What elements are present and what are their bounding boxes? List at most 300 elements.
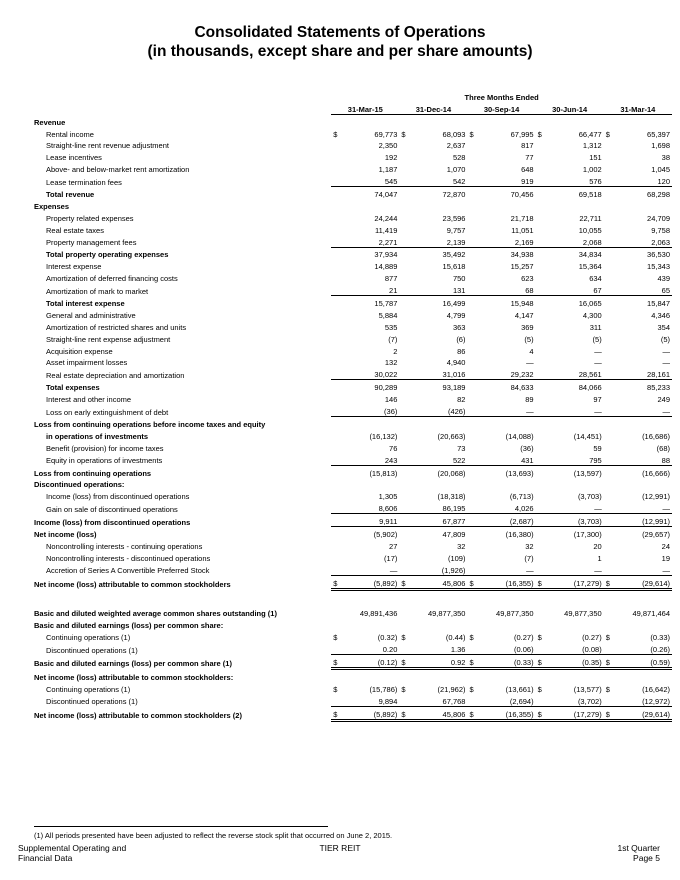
currency-symbol <box>604 174 616 186</box>
currency-symbol <box>536 114 548 126</box>
cell-value: 72,870 <box>442 190 466 200</box>
cell-value: 73 <box>457 443 466 453</box>
currency-symbol <box>399 453 411 465</box>
currency-symbol <box>536 308 548 320</box>
column-header: 31-Dec-14 <box>399 102 467 114</box>
currency-symbol <box>399 380 411 392</box>
currency-symbol <box>399 404 411 416</box>
currency-symbol <box>399 527 411 539</box>
cell-value: 35,492 <box>442 250 466 260</box>
currency-symbol: $ <box>604 655 616 669</box>
row-label: Discontinued operations (1) <box>46 697 138 707</box>
currency-symbol <box>467 618 479 630</box>
currency-symbol <box>536 501 548 513</box>
currency-symbol <box>604 514 616 527</box>
currency-symbol <box>399 211 411 223</box>
currency-symbol <box>536 332 548 344</box>
currency-symbol <box>467 223 479 235</box>
cell-value: — <box>594 358 602 368</box>
currency-symbol <box>604 211 616 223</box>
currency-symbol <box>467 259 479 271</box>
cell-value: 24,244 <box>374 213 398 223</box>
row-label: Property related expenses <box>46 213 134 223</box>
currency-symbol <box>331 380 343 392</box>
table-row <box>34 150 672 162</box>
currency-symbol <box>536 367 548 379</box>
currency-symbol <box>331 489 343 501</box>
table-row <box>34 320 672 332</box>
cell-value: 28,561 <box>548 367 604 379</box>
currency-symbol <box>467 694 479 706</box>
currency-symbol <box>536 417 548 429</box>
cell-value: 132 <box>384 358 398 368</box>
table-row <box>34 465 672 477</box>
currency-symbol <box>536 618 548 630</box>
cell-value: 919 <box>480 174 536 186</box>
currency-symbol: $ <box>399 706 411 720</box>
cell-value: 49,877,350 <box>564 609 602 619</box>
cell-value: (12,972) <box>616 694 672 706</box>
currency-symbol <box>467 417 479 429</box>
currency-symbol <box>604 308 616 320</box>
currency-symbol <box>604 199 616 211</box>
currency-symbol <box>331 296 343 308</box>
spacer <box>34 589 672 607</box>
cell-value: 10,055 <box>578 225 602 235</box>
cell-value <box>412 114 468 126</box>
cell-value: — <box>594 346 602 356</box>
table-row <box>34 630 672 642</box>
currency-symbol <box>467 392 479 404</box>
cell-value: (5,902) <box>373 529 398 539</box>
cell-value: 67 <box>548 283 604 295</box>
cell-value: (17,300) <box>573 529 602 539</box>
table-row <box>34 514 672 527</box>
currency-symbol <box>604 356 616 368</box>
currency-symbol <box>331 478 343 490</box>
cell-value: (0.27) <box>582 633 602 643</box>
currency-symbol <box>467 380 479 392</box>
currency-symbol <box>399 551 411 563</box>
cell-value: 90,289 <box>374 383 398 393</box>
cell-value: (2,694) <box>480 694 536 706</box>
table-row <box>34 575 672 589</box>
currency-symbol <box>604 367 616 379</box>
currency-symbol <box>331 223 343 235</box>
currency-symbol: $ <box>467 706 479 720</box>
currency-symbol: $ <box>537 129 542 139</box>
row-label: Real estate depreciation and amortization <box>46 370 185 380</box>
cell-value: 93,189 <box>442 383 466 393</box>
cell-value <box>548 199 604 211</box>
currency-symbol: $ <box>401 129 406 139</box>
cell-value <box>548 478 604 490</box>
table-row <box>34 199 672 211</box>
table-row <box>34 478 672 490</box>
currency-symbol <box>331 174 343 186</box>
table-row <box>34 429 672 441</box>
table-row <box>34 453 672 465</box>
currency-symbol <box>399 642 411 654</box>
cell-value: (6,713) <box>509 492 534 502</box>
currency-symbol <box>399 668 411 681</box>
statements-of-operations-table <box>34 90 672 722</box>
table-row <box>34 563 672 575</box>
currency-symbol <box>467 283 479 295</box>
table-row <box>34 187 672 199</box>
cell-value: 67,995 <box>510 129 534 139</box>
currency-symbol <box>604 296 616 308</box>
currency-symbol <box>399 308 411 320</box>
cell-value <box>344 478 400 490</box>
currency-symbol <box>467 465 479 477</box>
cell-value: (1,926) <box>412 563 468 575</box>
cell-value <box>616 417 672 429</box>
currency-symbol <box>604 453 616 465</box>
currency-symbol <box>467 296 479 308</box>
row-label: Interest and other income <box>46 395 132 405</box>
cell-value: 67,877 <box>412 514 468 527</box>
currency-symbol <box>604 618 616 630</box>
footer-right <box>617 843 660 863</box>
currency-symbol <box>604 607 616 619</box>
cell-value: — <box>526 358 534 368</box>
table-row <box>34 296 672 308</box>
currency-symbol <box>331 563 343 575</box>
column-header: 30-Jun-14 <box>536 102 604 114</box>
cell-value: (7) <box>524 553 534 563</box>
currency-symbol <box>467 344 479 356</box>
cell-value: (109) <box>447 553 466 563</box>
cell-value: 34,834 <box>578 250 602 260</box>
cell-value: 20 <box>593 541 602 551</box>
currency-symbol <box>331 642 343 654</box>
cell-value: 15,343 <box>647 262 670 272</box>
currency-symbol <box>604 162 616 174</box>
cell-value <box>344 199 400 211</box>
cell-value: 15,787 <box>374 299 398 309</box>
period-header: Three Months Ended <box>464 92 539 102</box>
row-label: Benefit (provision) for income taxes <box>46 443 164 453</box>
cell-value: 88 <box>616 453 672 465</box>
cell-value: (0.35) <box>548 655 604 669</box>
row-label: Net income (loss) attributable to common stockholders <box>34 580 231 590</box>
cell-value: 85,233 <box>647 383 670 393</box>
table-row <box>34 668 672 681</box>
currency-symbol <box>331 308 343 320</box>
cell-value: 2 <box>393 346 398 356</box>
currency-symbol <box>536 259 548 271</box>
cell-value: 131 <box>412 283 468 295</box>
currency-symbol <box>536 283 548 295</box>
cell-value: 16,499 <box>442 299 466 309</box>
cell-value: 27 <box>389 541 398 551</box>
currency-symbol <box>604 642 616 654</box>
cell-value: 1,312 <box>582 141 602 151</box>
cell-value: 49,871,464 <box>632 609 670 619</box>
cell-value: 82 <box>457 395 466 405</box>
footer-left-line: Financial Data <box>18 853 73 863</box>
currency-symbol <box>331 501 343 513</box>
cell-value: (16,355) <box>480 575 536 589</box>
currency-symbol <box>467 489 479 501</box>
cell-value: (29,614) <box>616 575 672 589</box>
cell-value: (20,068) <box>437 468 466 478</box>
cell-value: (0.33) <box>650 633 670 643</box>
currency-symbol: $ <box>536 655 548 669</box>
column-header: 31-Mar-15 <box>331 102 399 114</box>
cell-value: 576 <box>548 174 604 186</box>
footer-company: TIER REIT <box>319 843 361 853</box>
currency-symbol <box>536 668 548 681</box>
cell-value: 4 <box>529 346 534 356</box>
currency-symbol <box>331 694 343 706</box>
table-row <box>34 114 672 126</box>
currency-symbol <box>331 527 343 539</box>
currency-symbol <box>536 404 548 416</box>
cell-value: (5,892) <box>344 706 400 720</box>
row-label: Basic and diluted weighted average common shares outstanding (1) <box>34 609 277 619</box>
cell-value: 29,232 <box>480 367 536 379</box>
currency-symbol <box>399 114 411 126</box>
table-row <box>34 223 672 235</box>
currency-symbol <box>604 404 616 416</box>
currency-symbol <box>536 247 548 259</box>
currency-symbol <box>536 489 548 501</box>
cell-value: 363 <box>452 322 466 332</box>
currency-symbol <box>536 380 548 392</box>
currency-symbol <box>536 694 548 706</box>
currency-symbol <box>331 139 343 151</box>
row-label: Expenses <box>34 201 70 211</box>
currency-symbol <box>331 551 343 563</box>
cell-value: (36) <box>344 404 400 416</box>
table-row <box>34 392 672 404</box>
currency-symbol <box>536 429 548 441</box>
table-row <box>34 441 672 453</box>
table-row <box>34 694 672 706</box>
cell-value: 70,456 <box>510 190 534 200</box>
cell-value: 2,637 <box>446 141 466 151</box>
cell-value: 38 <box>661 153 670 163</box>
currency-symbol: $ <box>333 633 338 643</box>
cell-value: 369 <box>521 322 534 332</box>
cell-value: 65 <box>616 283 672 295</box>
cell-value: 4,147 <box>514 310 534 320</box>
currency-symbol <box>536 392 548 404</box>
currency-symbol <box>604 668 616 681</box>
currency-symbol <box>399 501 411 513</box>
cell-value <box>616 668 672 681</box>
currency-symbol <box>331 441 343 453</box>
currency-symbol <box>536 344 548 356</box>
currency-symbol <box>399 478 411 490</box>
cell-value: 2,139 <box>412 235 468 247</box>
cell-value: 1,045 <box>651 165 670 175</box>
currency-symbol <box>536 271 548 283</box>
currency-symbol: $ <box>536 575 548 589</box>
currency-symbol <box>604 187 616 199</box>
row-label: Net income (loss) attributable to common stockholders: <box>34 672 234 682</box>
cell-value: 89 <box>525 395 534 405</box>
cell-value: 4,799 <box>446 310 466 320</box>
cell-value: 2,350 <box>378 141 398 151</box>
currency-symbol <box>331 271 343 283</box>
currency-symbol <box>399 539 411 551</box>
currency-symbol <box>467 429 479 441</box>
cell-value: 49,877,350 <box>427 609 466 619</box>
cell-value: (17) <box>384 553 398 563</box>
table-row <box>34 247 672 259</box>
currency-symbol <box>467 539 479 551</box>
cell-value: — <box>548 501 604 513</box>
currency-symbol <box>604 465 616 477</box>
cell-value: (14,088) <box>505 431 534 441</box>
row-label: Total expenses <box>46 383 100 393</box>
currency-symbol <box>604 563 616 575</box>
row-label: Continuing operations (1) <box>46 684 131 694</box>
cell-value: 4,026 <box>480 501 536 513</box>
cell-value: 623 <box>521 274 534 284</box>
currency-symbol <box>399 320 411 332</box>
cell-value: 77 <box>525 153 534 163</box>
row-label: Net income (loss) <box>34 529 97 539</box>
cell-value: 8,606 <box>344 501 400 513</box>
cell-value: (0.26) <box>616 642 672 654</box>
currency-symbol <box>467 247 479 259</box>
cell-value: 249 <box>657 395 670 405</box>
currency-symbol <box>604 527 616 539</box>
currency-symbol <box>604 392 616 404</box>
currency-symbol <box>467 563 479 575</box>
cell-value: (13,577) <box>573 684 602 694</box>
cell-value <box>616 618 672 630</box>
footnote: (1) All periods presented have been adjusted to reflect the reverse stock split that occurred on June 2, 2015. <box>34 831 393 840</box>
currency-symbol <box>331 539 343 551</box>
row-label: in operations of investments <box>46 431 149 441</box>
currency-symbol: $ <box>537 633 542 643</box>
cell-value <box>412 618 468 630</box>
row-label: Noncontrolling interests - continuing operations <box>46 541 203 551</box>
currency-symbol <box>604 271 616 283</box>
table-row <box>34 235 672 247</box>
currency-symbol <box>536 539 548 551</box>
currency-symbol <box>467 150 479 162</box>
currency-symbol: $ <box>331 575 343 589</box>
cell-value: 5,884 <box>378 310 398 320</box>
currency-symbol: $ <box>605 129 610 139</box>
currency-symbol <box>467 478 479 490</box>
cell-value: 24,709 <box>647 213 670 223</box>
row-label: Above- and below-market rent amortization <box>46 165 190 175</box>
row-label: Basic and diluted earnings (loss) per common share: <box>34 621 224 631</box>
cell-value: (36) <box>520 443 534 453</box>
cell-value: 84,633 <box>510 383 534 393</box>
cell-value: (6) <box>456 334 466 344</box>
cell-value: 59 <box>593 443 602 453</box>
cell-value: 146 <box>384 395 398 405</box>
currency-symbol <box>399 465 411 477</box>
table-row <box>34 527 672 539</box>
currency-symbol <box>467 453 479 465</box>
currency-symbol <box>536 527 548 539</box>
currency-symbol <box>399 563 411 575</box>
currency-symbol: $ <box>331 655 343 669</box>
cell-value: 528 <box>452 153 466 163</box>
cell-value: 120 <box>616 174 672 186</box>
table-row <box>34 162 672 174</box>
currency-symbol <box>536 465 548 477</box>
currency-symbol <box>604 320 616 332</box>
cell-value: (0.59) <box>616 655 672 669</box>
cell-value <box>616 199 672 211</box>
cell-value: 49,891,436 <box>359 609 398 619</box>
cell-value: 311 <box>589 322 602 332</box>
currency-symbol <box>399 489 411 501</box>
table-row <box>34 344 672 356</box>
table-row <box>34 139 672 151</box>
cell-value: 1,070 <box>446 165 466 175</box>
cell-value: 243 <box>344 453 400 465</box>
cell-value <box>344 668 400 681</box>
row-label: Net income (loss) attributable to common stockholders (2) <box>34 711 242 721</box>
cell-value: 69,773 <box>374 129 398 139</box>
currency-symbol <box>399 344 411 356</box>
cell-value: (13,597) <box>573 468 602 478</box>
cell-value: 19 <box>661 553 670 563</box>
table-row <box>34 489 672 501</box>
currency-symbol <box>331 392 343 404</box>
row-label: Basic and diluted earnings (loss) per common share (1) <box>34 659 232 669</box>
currency-symbol <box>536 514 548 527</box>
currency-symbol <box>536 642 548 654</box>
currency-symbol <box>536 235 548 247</box>
cell-value: 15,948 <box>510 299 534 309</box>
footer-left-line: Supplemental Operating and <box>18 843 127 853</box>
row-label: Total property operating expenses <box>46 250 169 260</box>
table-row <box>34 642 672 654</box>
cell-value: 2,169 <box>480 235 536 247</box>
cell-value: 66,477 <box>578 129 602 139</box>
currency-symbol <box>331 320 343 332</box>
currency-symbol <box>536 320 548 332</box>
cell-value: 86 <box>457 346 466 356</box>
cell-value: (21,962) <box>437 684 466 694</box>
table-row <box>34 271 672 283</box>
cell-value <box>344 618 400 630</box>
footnote-divider <box>34 826 328 827</box>
currency-symbol: $ <box>605 684 610 694</box>
currency-symbol <box>399 607 411 619</box>
cell-value: (17,279) <box>548 706 604 720</box>
cell-value: 36,530 <box>647 250 670 260</box>
cell-value <box>480 199 536 211</box>
cell-value: — <box>616 563 672 575</box>
cell-value: 68,093 <box>442 129 466 139</box>
row-label: Revenue <box>34 117 66 127</box>
cell-value: 1,305 <box>378 492 398 502</box>
cell-value <box>616 478 672 490</box>
currency-symbol <box>331 247 343 259</box>
table-row <box>34 607 672 619</box>
currency-symbol <box>536 356 548 368</box>
cell-value: 634 <box>589 274 602 284</box>
table-row <box>34 283 672 295</box>
cell-value: (3,703) <box>577 492 602 502</box>
currency-symbol <box>467 668 479 681</box>
cell-value: — <box>480 404 536 416</box>
cell-value: — <box>480 563 536 575</box>
